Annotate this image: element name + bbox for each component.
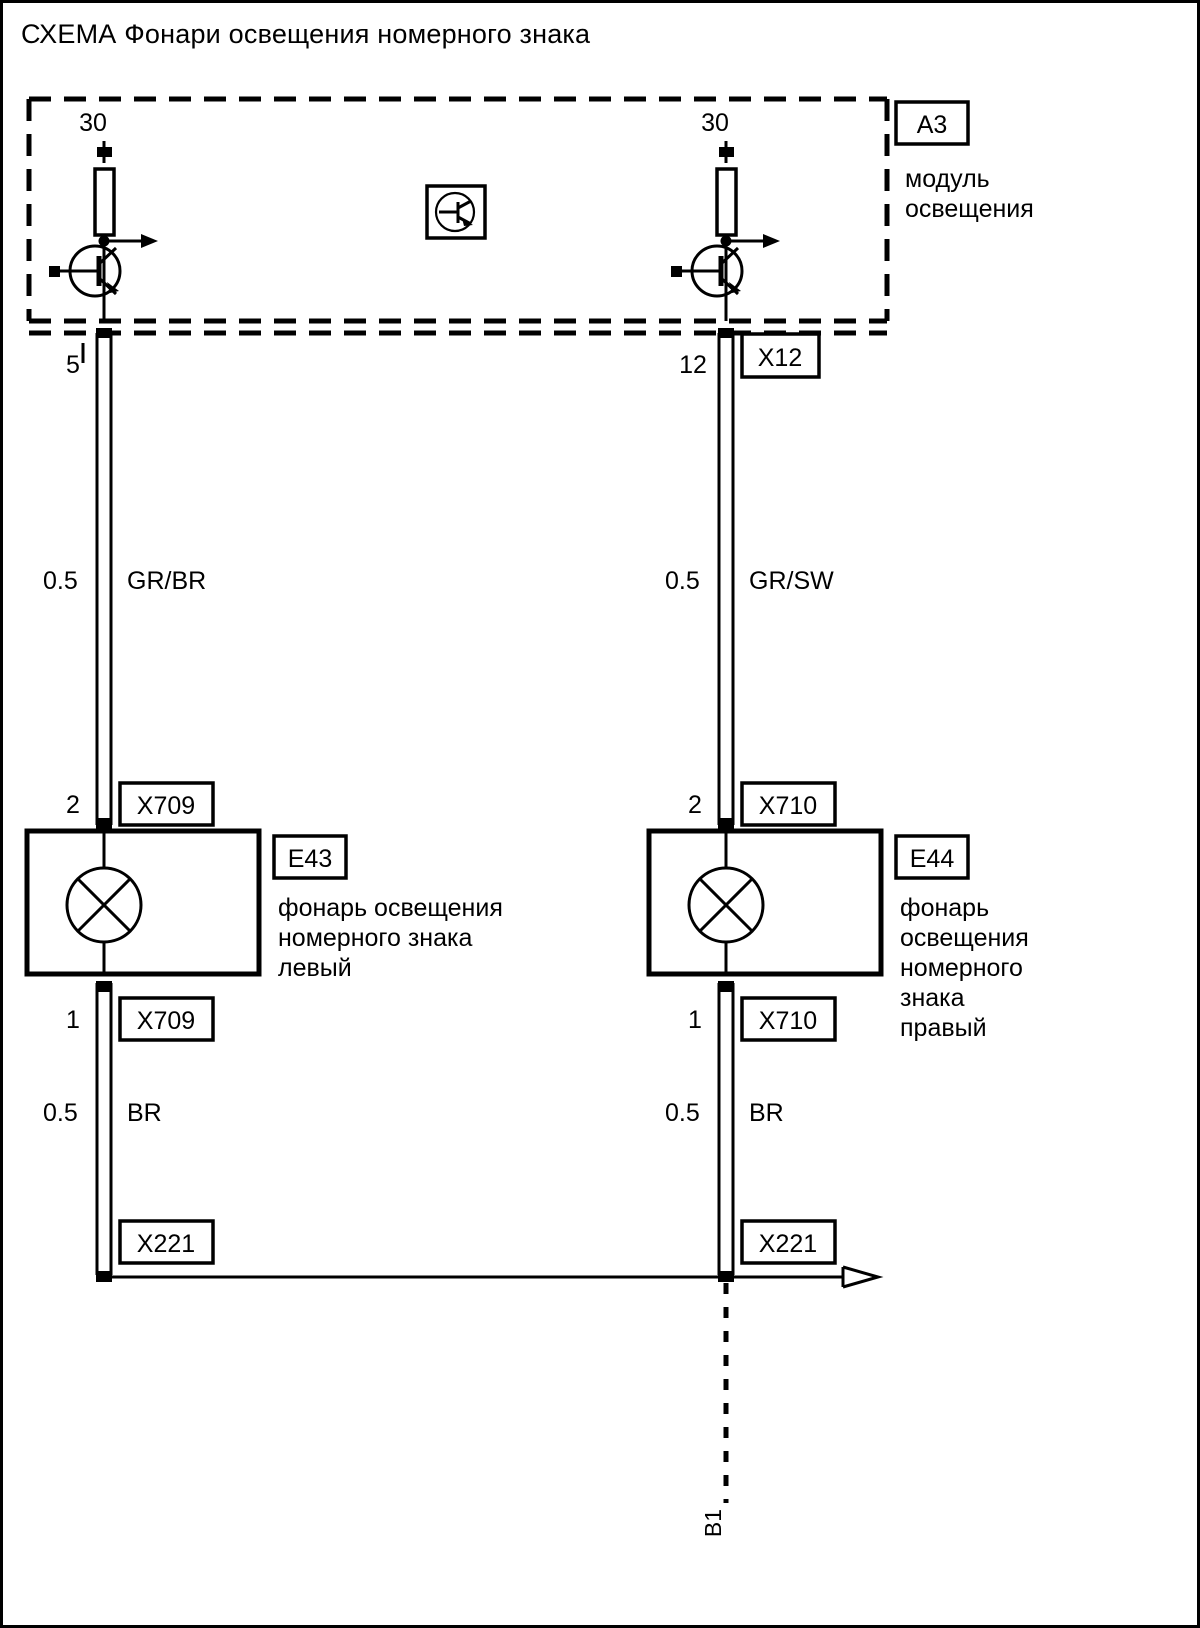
ground-destination-label: B1 xyxy=(700,1508,726,1538)
e44-desc-line-1: фонарь xyxy=(900,894,990,922)
terminal-left-30: 30 xyxy=(79,109,107,137)
connector-x221-left-label: X221 xyxy=(136,1230,196,1258)
wire-right-ground-gauge: 0.5 xyxy=(665,1099,700,1127)
pin-right-lamp-out: 1 xyxy=(688,1006,702,1034)
module-symbol-icon xyxy=(427,186,485,238)
module-right-circuit xyxy=(671,141,780,321)
wire-right-gauge: 0.5 xyxy=(665,567,700,595)
connector-x709-bottom-label: X709 xyxy=(136,1007,196,1035)
wire-left-ground-gauge: 0.5 xyxy=(43,1099,78,1127)
wire-right-br xyxy=(718,981,734,1282)
pin-left-lamp-out: 1 xyxy=(66,1006,80,1034)
connector-x709-top-label: X709 xyxy=(136,792,196,820)
e44-desc-line-5: правый xyxy=(900,1014,987,1042)
schematic-drawing xyxy=(3,3,1200,1628)
ground-bus xyxy=(104,1267,878,1503)
module-tag-a3: A3 xyxy=(916,111,948,139)
pin-left-module-out: 5 xyxy=(66,351,80,379)
wire-right-grsw xyxy=(718,328,734,829)
connector-x710-top-label: X710 xyxy=(758,792,818,820)
module-desc-line-2: освещения xyxy=(905,195,1034,223)
e43-desc-line-2: номерного знака xyxy=(278,924,473,952)
wire-left-br xyxy=(96,981,112,1282)
wire-left-color: GR/BR xyxy=(127,567,207,595)
connector-x710-bottom-label: X710 xyxy=(758,1007,818,1035)
wire-right-ground-color: BR xyxy=(749,1099,784,1127)
e43-desc-line-3: левый xyxy=(278,954,352,982)
terminal-right-30: 30 xyxy=(701,109,729,137)
module-desc-line-1: модуль xyxy=(905,165,990,193)
page-title: СХЕМА Фонари освещения номерного знака xyxy=(21,19,591,49)
connector-x12-label: X12 xyxy=(757,344,803,372)
pin-right-lamp-in: 2 xyxy=(688,791,702,819)
component-tag-e44: E44 xyxy=(909,845,955,873)
wire-right-color: GR/SW xyxy=(749,567,834,595)
component-tag-e43: E43 xyxy=(287,845,333,873)
wire-left-ground-color: BR xyxy=(127,1099,162,1127)
e44-desc-line-4: знака xyxy=(900,984,965,1012)
wire-left-gauge: 0.5 xyxy=(43,567,78,595)
e44-desc-line-2: освещения xyxy=(900,924,1029,952)
pin-left-lamp-in: 2 xyxy=(66,791,80,819)
module-left-circuit xyxy=(49,141,158,321)
e44-desc-line-3: номерного xyxy=(900,954,1023,982)
wire-left-grbr xyxy=(83,328,112,829)
pin-right-module-out: 12 xyxy=(679,351,707,379)
connector-x221-right-label: X221 xyxy=(758,1230,818,1258)
e43-desc-line-1: фонарь освещения xyxy=(278,894,503,922)
